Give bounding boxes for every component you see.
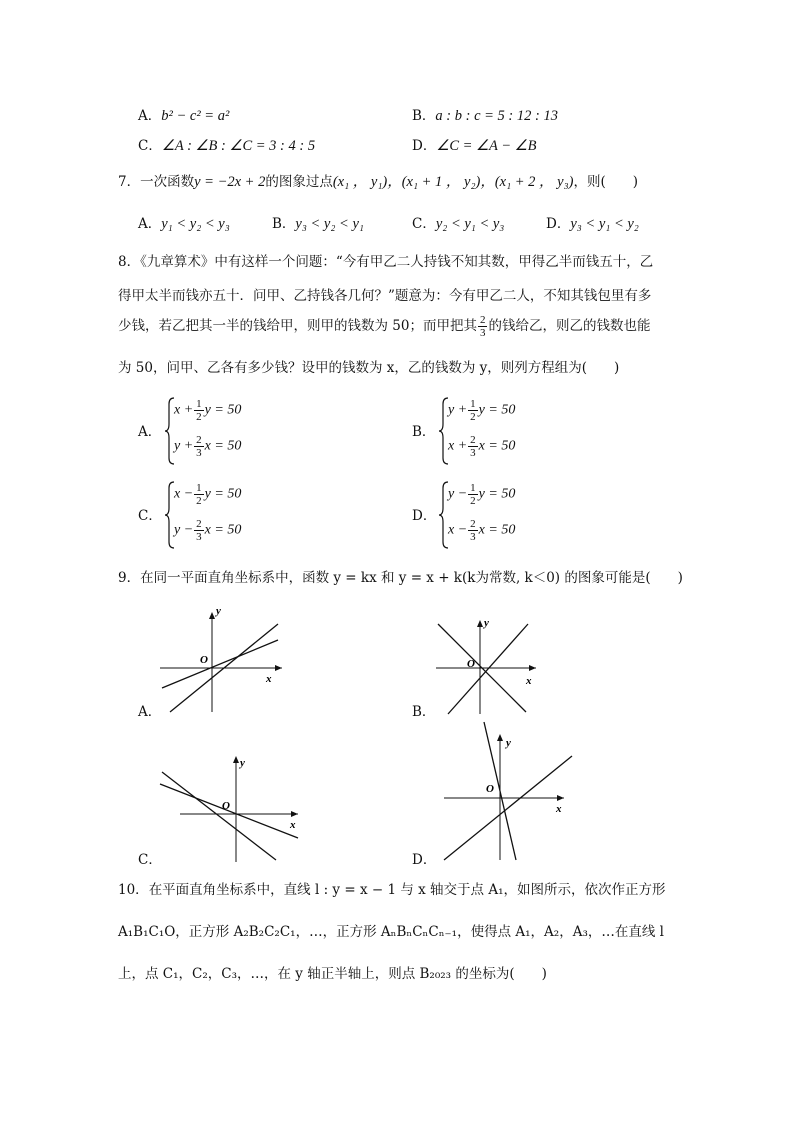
q10-line-1 bbox=[118, 878, 665, 898]
q9-graph-d[interactable] bbox=[436, 716, 576, 864]
q10-number: 10． bbox=[118, 882, 149, 898]
y-axis-arrow-icon bbox=[233, 756, 239, 763]
q8-line-3 bbox=[118, 312, 650, 340]
q8-option-b-label: B． bbox=[412, 424, 436, 440]
q6-option-d-text: ∠C = ∠A − ∠B bbox=[436, 138, 537, 154]
q9-number: 9． bbox=[118, 570, 141, 586]
q8-line-2: 得甲太半而钱亦五十．问甲、乙持钱各几何？”题意为：今有甲乙二人，不知其钱包里有多 bbox=[118, 288, 652, 304]
q9-stem bbox=[118, 566, 683, 586]
q10-line-3: 上，点 C₁，C₂，C₃，…，在 y 轴正半轴上，则点 B₂₀₂₃ 的坐标为( ) bbox=[118, 966, 547, 982]
q6-option-a[interactable] bbox=[138, 104, 229, 125]
q7-option-d-text: y₃ < y₁ < y₂ bbox=[570, 216, 639, 232]
q8-option-c-eq2: y − $\frac{2}{3}$ x = 50 bbox=[174, 518, 242, 543]
q8-option-b[interactable] bbox=[412, 396, 612, 466]
q6-option-a-text: b² − c² = a² bbox=[161, 108, 230, 124]
q7-option-b-label: B． bbox=[272, 216, 296, 232]
graph-d-origin-label: O bbox=[486, 783, 494, 795]
q7-option-d[interactable] bbox=[546, 212, 639, 233]
q10-line-1-text: 在平面直角坐标系中，直线 l : y = x − 1 与 x 轴交于点 A₁，如图所示，依次作正方形 bbox=[148, 882, 666, 898]
q6-option-c-text: ∠A : ∠B : ∠C = 3 : 4 : 5 bbox=[161, 138, 316, 154]
q7-function: y = −2x + 2 bbox=[194, 174, 266, 190]
y-axis-arrow-icon bbox=[497, 734, 503, 741]
q8-line-4: 为 50，问甲、乙各有多少钱？设甲的钱数为 x，乙的钱数为 y，则列方程组为( ) bbox=[118, 360, 620, 376]
q9-option-b-label[interactable]: B． bbox=[412, 704, 436, 720]
q8-option-c-label: C． bbox=[138, 508, 162, 524]
q7-option-b[interactable] bbox=[272, 212, 364, 233]
q6-option-b[interactable] bbox=[412, 104, 558, 125]
y-axis-arrow-icon bbox=[477, 620, 483, 627]
q9-option-c-label[interactable]: C． bbox=[138, 852, 162, 868]
q9-option-a-label[interactable]: A． bbox=[138, 704, 162, 720]
q6-option-b-text: a : b : c = 5 : 12 : 13 bbox=[435, 108, 558, 124]
graph-c-y-label: y bbox=[240, 757, 245, 769]
graph-a-x-label: x bbox=[266, 673, 272, 685]
q7-points: (x₁ ， y₁)，(x₁ + 1 ， y₂)，(x₁ + 2 ， y₃) bbox=[332, 174, 574, 190]
graph-a-y-label: y bbox=[216, 605, 221, 617]
q6-option-a-label: A． bbox=[138, 108, 162, 124]
q7-option-c-label: C． bbox=[412, 216, 436, 232]
q8-fraction-den: 3 bbox=[479, 327, 486, 339]
q6-option-d-label: D． bbox=[412, 138, 437, 154]
q8-option-c-eq1: x − $\frac{1}{2}$ y = 50 bbox=[174, 482, 242, 507]
q8-fraction bbox=[478, 314, 488, 339]
q8-line-3-pre: 少钱，若乙把其一半的钱给甲，则甲的钱数为 50；而甲把其 bbox=[118, 318, 477, 334]
q7-option-b-text: y₃ < y₂ < y₁ bbox=[295, 216, 364, 232]
q8-option-c[interactable] bbox=[138, 480, 338, 550]
line-steep-falling bbox=[162, 772, 276, 860]
line-rising bbox=[448, 624, 528, 714]
q8-option-a[interactable] bbox=[138, 396, 338, 466]
q7-option-a[interactable] bbox=[138, 212, 230, 233]
q8-line-1 bbox=[118, 250, 653, 270]
q7-stem bbox=[118, 170, 638, 191]
x-axis-arrow-icon bbox=[529, 665, 536, 671]
line-shallow bbox=[162, 640, 278, 688]
x-axis-arrow-icon bbox=[557, 795, 564, 801]
q6-option-c-label: C． bbox=[138, 138, 162, 154]
graph-b-x-label: x bbox=[526, 675, 532, 687]
q8-line-3-post: 的钱给乙，则乙的钱数也能 bbox=[488, 318, 651, 334]
q7-option-d-label: D． bbox=[546, 216, 571, 232]
graph-d-y-label: y bbox=[506, 737, 511, 749]
q7-number: 7． bbox=[118, 174, 141, 190]
graph-a-origin-label: O bbox=[200, 654, 208, 666]
graph-c-origin-label: O bbox=[222, 800, 230, 812]
q8-option-d-eq1: y − $\frac{1}{2}$ y = 50 bbox=[448, 482, 516, 507]
x-axis-arrow-icon bbox=[275, 665, 282, 671]
q9-graph-c[interactable] bbox=[158, 752, 304, 864]
q8-line-1-text: 《九章算术》中有这样一个问题：“今有甲乙二人持钱不知其数，甲得乙半而钱五十，乙 bbox=[140, 254, 654, 270]
q7-stem-post: ，则( ) bbox=[573, 174, 639, 190]
q8-option-a-eq1: x + $\frac{1}{2}$ y = 50 bbox=[174, 398, 242, 423]
q10-line-2: A₁B₁C₁O，正方形 A₂B₂C₂C₁，…，正方形 AₙBₙCₙCₙ₋₁，使得点 A₁，A₂，A₃，…在直线 l bbox=[118, 924, 664, 940]
q9-option-d-label[interactable]: D． bbox=[412, 852, 437, 868]
q6-option-c[interactable] bbox=[138, 134, 315, 155]
q8-fraction-num: 2 bbox=[479, 314, 486, 326]
q8-option-b-eq1: y + $\frac{1}{2}$ y = 50 bbox=[448, 398, 516, 423]
x-axis-arrow-icon bbox=[291, 811, 298, 817]
q9-graph-b[interactable] bbox=[432, 614, 544, 716]
q9-stem-text: 在同一平面直角坐标系中，函数 y = kx 和 y = x + k(k为常数, k＜0) 的图象可能是( ) bbox=[140, 570, 683, 586]
q6-option-d[interactable] bbox=[412, 134, 537, 155]
q8-option-a-label: A． bbox=[138, 424, 162, 440]
y-axis-arrow-icon bbox=[209, 612, 215, 619]
q7-stem-mid: 的图象过点 bbox=[265, 174, 333, 190]
q6-option-b-label: B． bbox=[412, 108, 436, 124]
graph-b-origin-label: O bbox=[467, 658, 475, 670]
q8-option-d-eq2: x − $\frac{2}{3}$ x = 50 bbox=[448, 518, 516, 543]
q8-number: 8． bbox=[118, 254, 141, 270]
graph-c-x-label: x bbox=[290, 819, 296, 831]
q8-option-d[interactable] bbox=[412, 480, 612, 550]
q9-graph-a[interactable] bbox=[150, 600, 290, 716]
graph-b-y-label: y bbox=[484, 617, 489, 629]
q7-option-a-text: y₁ < y₂ < y₃ bbox=[161, 216, 230, 232]
q7-stem-pre: 一次函数 bbox=[140, 174, 195, 190]
q7-option-c[interactable] bbox=[412, 212, 504, 233]
graph-d-x-label: x bbox=[556, 803, 562, 815]
q7-option-a-label: A． bbox=[138, 216, 162, 232]
q8-option-d-label: D． bbox=[412, 508, 437, 524]
q8-option-a-eq2: y + $\frac{2}{3}$ x = 50 bbox=[174, 434, 242, 459]
line-rising bbox=[444, 756, 572, 860]
q8-option-b-eq2: x + $\frac{2}{3}$ x = 50 bbox=[448, 434, 516, 459]
q7-option-c-text: y₂ < y₁ < y₃ bbox=[435, 216, 505, 232]
